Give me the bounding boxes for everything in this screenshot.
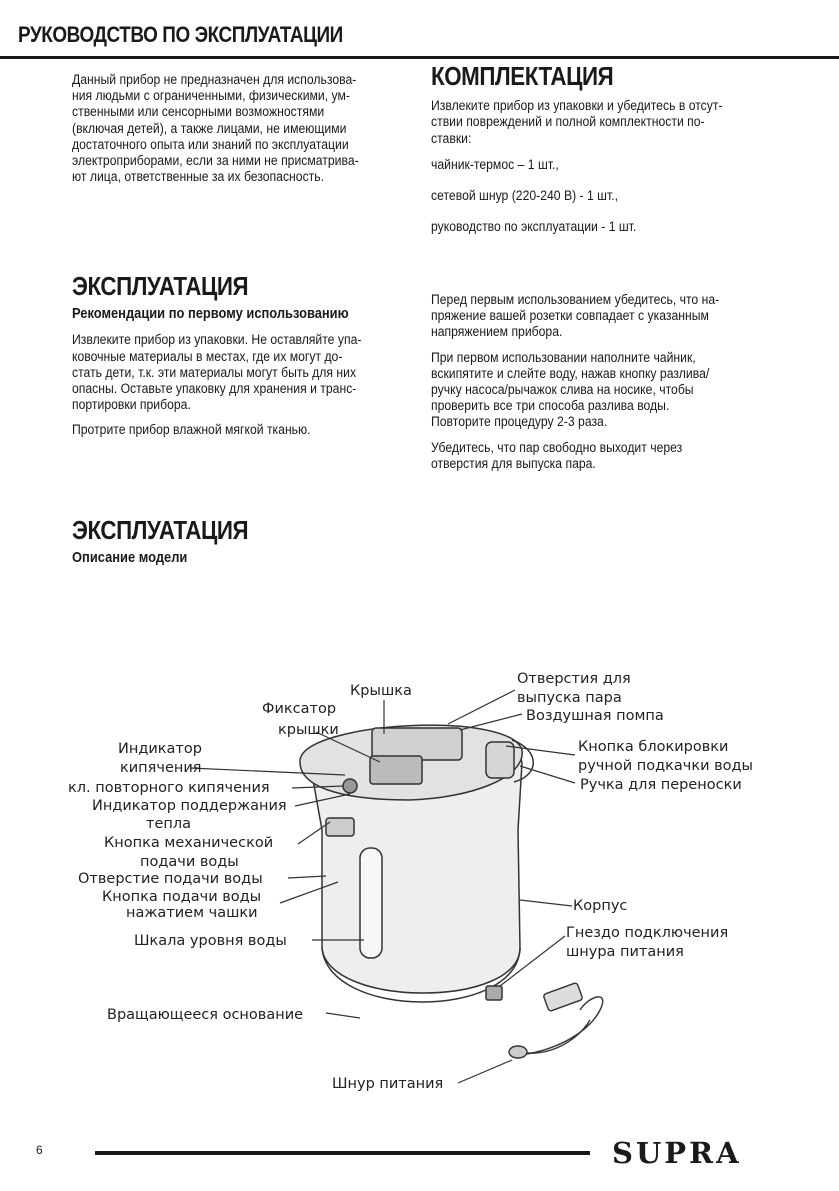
label-keep-warm: тепла <box>146 816 192 832</box>
socket-shape <box>486 986 502 1000</box>
footer-divider <box>95 1151 590 1155</box>
label-mech-button: подачи воды <box>140 854 239 870</box>
label-pump-lock: Кнопка блокировки <box>578 739 729 755</box>
label-keep-warm: Индикатор поддержания <box>92 798 287 814</box>
label-steam-vents: Отверстия для <box>517 671 631 687</box>
label-pump-lock: ручной подкачки воды <box>578 758 754 774</box>
label-power-socket: Гнездо подключения <box>566 925 729 941</box>
complect-item: чайник-термос – 1 шт., <box>431 156 559 173</box>
label-rotating-base: Вращающееся основание <box>107 1007 304 1023</box>
complect-title: КОМПЛЕКТАЦИЯ <box>431 61 614 91</box>
page-header-title: РУКОВОДСТВО ПО ЭКСПЛУАТАЦИИ <box>18 22 343 47</box>
complect-text <box>431 98 766 147</box>
lid-top-plate <box>372 728 462 760</box>
model-subtitle: Описание модели <box>72 549 188 567</box>
text-line: проверить все три способа разлива воды. <box>431 398 670 415</box>
header-divider <box>0 56 839 59</box>
label-lid-lock: Фиксатор <box>262 701 337 717</box>
voltage-paragraph <box>431 292 766 341</box>
text-line: достаточного опыта или знаний по эксплуатации <box>72 136 349 153</box>
text-line: Перед первым использованием убедитесь, что на- <box>431 292 720 308</box>
thermopot-illustration <box>300 725 533 1002</box>
text-line: ставки: <box>431 130 472 147</box>
lid-lock <box>370 756 422 784</box>
text-line: Извлеките прибор из упаковки и убедитесь в отсут- <box>431 98 723 115</box>
text-line: Данный прибор не предназначен для использова- <box>72 72 357 88</box>
label-lid-lock: крышки <box>278 722 339 738</box>
label-cup-button: нажатием чашки <box>126 905 258 921</box>
label-carry-handle: Ручка для переноски <box>580 777 742 793</box>
text-line: электроприборами, если за ними не присматрива- <box>72 153 359 170</box>
brand-logo: SUPRA <box>612 1136 742 1170</box>
text-line: вскипятите и слейте воду, нажав кнопку разлива/ <box>431 365 710 382</box>
label-power-socket: шнура питания <box>566 944 684 960</box>
label-boil-indicator: Индикатор <box>118 741 202 757</box>
text-line: Извлеките прибор из упаковки. Не оставляйте упа- <box>72 332 362 349</box>
text-line: портировки прибора. <box>72 397 191 414</box>
text-line: ствии повреждений и полной комплектности по- <box>431 114 705 131</box>
text-line: Убедитесь, что пар свободно выходит через <box>431 439 683 456</box>
text-line: отверстия для выпуска пара. <box>431 455 596 472</box>
usage-title: ЭКСПЛУАТАЦИЯ <box>72 271 249 301</box>
label-air-pump: Воздушная помпа <box>526 708 664 724</box>
text-line: пряжение вашей розетки совпадает с указанным <box>431 308 709 325</box>
text-line: При первом использовании наполните чайник, <box>431 349 696 366</box>
label-mech-button: Кнопка механической <box>104 835 274 851</box>
thermopot-diagram <box>0 600 839 1110</box>
usage-subtitle: Рекомендации по первому использованию <box>72 305 349 323</box>
text-line: напряжением прибора. <box>431 324 563 341</box>
handle-shape <box>486 742 514 778</box>
text-line: ручку насоса/рычажок слива на носике, чтобы <box>431 382 694 399</box>
page-number: 6 <box>36 1143 43 1157</box>
power-cord-illustration <box>509 982 603 1058</box>
text-line: ния людьми с ограниченными, физическими, ум- <box>72 88 350 105</box>
label-steam-vents: выпуска пара <box>517 690 622 706</box>
label-boil-indicator: кипячения <box>120 760 202 776</box>
usage-paragraph-2: Протрите прибор влажной мягкой тканью. <box>72 422 311 439</box>
first-boil-paragraph <box>431 350 766 431</box>
model-section <box>72 515 409 567</box>
label-body: Корпус <box>573 898 628 914</box>
usage-section <box>72 271 409 439</box>
complect-item: руководство по эксплуатации - 1 шт. <box>431 219 637 236</box>
label-reboil-button: кл. повторного кипячения <box>68 780 270 796</box>
label-power-cord: Шнур питания <box>332 1076 444 1092</box>
label-lid: Крышка <box>350 683 412 699</box>
first-use-section <box>431 292 766 472</box>
text-line: ковочные материалы в местах, где их могут до- <box>72 348 343 365</box>
text-line: (включая детей), а также лицами, не имеющими <box>72 120 347 137</box>
label-water-scale: Шкала уровня воды <box>134 933 287 949</box>
spout <box>326 818 354 836</box>
text-line: опасны. Оставьте упаковку для хранения и транс- <box>72 381 357 398</box>
water-window <box>360 848 382 958</box>
usage-paragraph <box>72 332 409 413</box>
reboil-button-shape <box>343 779 357 793</box>
complect-item: сетевой шнур (220-240 В) - 1 шт., <box>431 188 618 205</box>
text-line: ственными или сенсорными возможностями <box>72 104 325 121</box>
text-line: ют лица, ответственные за их безопасность. <box>72 169 325 186</box>
label-water-outlet: Отверстие подачи воды <box>78 871 263 887</box>
model-title: ЭКСПЛУАТАЦИЯ <box>72 515 249 545</box>
intro-paragraph <box>72 72 409 185</box>
text-line: Повторите процедуру 2-3 раза. <box>431 414 608 431</box>
steam-paragraph <box>431 440 766 472</box>
label-cup-button: Кнопка подачи воды <box>102 889 262 905</box>
text-line: стать дети, т.к. эти материалы могут быть для них <box>72 364 357 381</box>
complect-section <box>431 61 766 236</box>
